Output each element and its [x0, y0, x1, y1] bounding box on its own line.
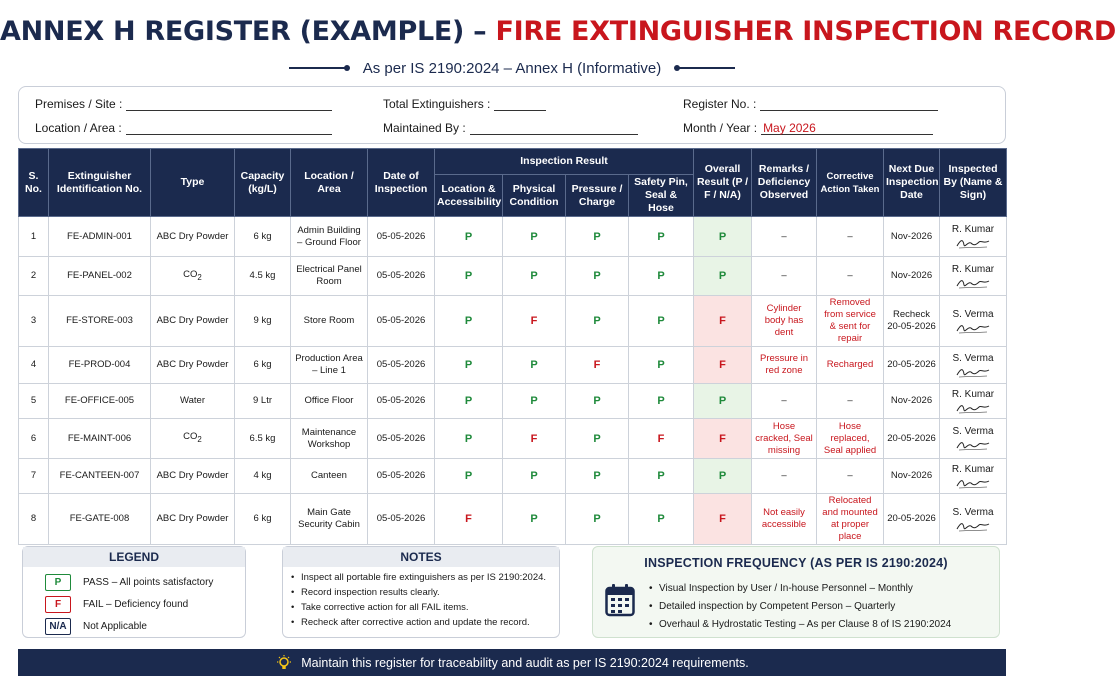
notes-list	[283, 567, 559, 630]
cell-sno: 7	[19, 459, 49, 494]
cell-remarks: –	[752, 217, 817, 257]
inspection-frequency-panel	[592, 546, 1000, 638]
cell-type	[151, 257, 235, 296]
cell-corrective-action: –	[817, 217, 884, 257]
cell-id: FE-GATE-008	[49, 494, 151, 545]
note-item: • Recheck after corrective action and update the record.	[291, 615, 551, 630]
cell-next-due: 20-05-2026	[884, 419, 940, 459]
register-no-field	[683, 97, 938, 111]
legend-text-na: Not Applicable	[83, 620, 147, 632]
cell-corrective-action: –	[817, 384, 884, 419]
header-location: Location / Area	[291, 149, 368, 217]
type-text: CO	[183, 268, 198, 280]
table-row	[19, 257, 1007, 296]
inspector-name: S. Verma	[952, 426, 994, 437]
cell-corrective-action: Hose replaced, Seal applied	[817, 419, 884, 459]
cell-location: Main Gate Security Cabin	[291, 494, 368, 545]
result-r2: F	[503, 419, 566, 459]
cell-id: FE-ADMIN-001	[49, 217, 151, 257]
month-year-value[interactable]: May 2026	[761, 121, 933, 135]
signature-mark	[955, 237, 991, 249]
cell-inspected-by	[940, 217, 1007, 257]
cell-type	[151, 419, 235, 459]
result-r1: P	[435, 459, 503, 494]
result-r2: P	[503, 384, 566, 419]
result-r4: F	[629, 419, 694, 459]
result-r1: P	[435, 419, 503, 459]
cell-next-due: Recheck 20-05-2026	[884, 296, 940, 347]
notes-panel	[282, 546, 560, 638]
cell-inspected-by	[940, 384, 1007, 419]
cell-id: FE-MAINT-006	[49, 419, 151, 459]
header-safety: Safety Pin, Seal & Hose	[629, 175, 694, 217]
frequency-title: INSPECTION FREQUENCY (AS PER IS 2190:2024)	[644, 556, 948, 570]
register-no-input[interactable]	[760, 97, 938, 111]
inspection-register-table	[18, 148, 1007, 545]
cell-remarks: Not easily accessible	[752, 494, 817, 545]
header-id: Extinguisher Identification No.	[49, 149, 151, 217]
cell-type: ABC Dry Powder	[151, 459, 235, 494]
cell-remarks: Pressure in red zone	[752, 347, 817, 384]
result-r4: P	[629, 459, 694, 494]
cell-next-due: Nov-2026	[884, 459, 940, 494]
register-info-box	[18, 86, 1006, 144]
type-text: CO	[183, 431, 198, 443]
frequency-item: • Overhaul & Hydrostatic Testing – As per Clause 8 of IS 2190:2024	[649, 616, 951, 634]
cell-capacity: 9 Ltr	[235, 384, 291, 419]
result-r4: P	[629, 217, 694, 257]
result-r2: P	[503, 494, 566, 545]
result-r2: F	[503, 296, 566, 347]
footer-text: Maintain this register for traceability and audit as per IS 2190:2024 requirements.	[301, 655, 749, 670]
signature-mark	[955, 439, 991, 451]
result-r2: P	[503, 459, 566, 494]
maintained-by-label: Maintained By :	[383, 121, 466, 135]
cell-location: Electrical Panel Room	[291, 257, 368, 296]
cell-overall-result: F	[694, 494, 752, 545]
inspector-name: S. Verma	[952, 506, 994, 518]
cell-capacity: 6 kg	[235, 217, 291, 257]
cell-type: Water	[151, 384, 235, 419]
cell-date: 05-05-2026	[368, 459, 435, 494]
signature-mark	[955, 366, 991, 378]
cell-type: ABC Dry Powder	[151, 494, 235, 545]
register-body	[19, 217, 1007, 545]
month-year-field	[683, 121, 933, 135]
page-title	[0, 14, 1116, 50]
cell-date: 05-05-2026	[368, 384, 435, 419]
header-remarks: Remarks / Deficiency Observed	[752, 149, 817, 217]
title-part-2: FIRE EXTINGUISHER INSPECTION RECORD	[495, 16, 1116, 47]
cell-inspected-by	[940, 494, 1007, 545]
cell-remarks: Cylinder body has dent	[752, 296, 817, 347]
result-r3: P	[566, 384, 629, 419]
maintained-by-field	[383, 121, 638, 135]
cell-next-due: 20-05-2026	[884, 494, 940, 545]
cell-overall-result: P	[694, 459, 752, 494]
result-r1: P	[435, 384, 503, 419]
cell-date: 05-05-2026	[368, 217, 435, 257]
header-type: Type	[151, 149, 235, 217]
cell-date: 05-05-2026	[368, 347, 435, 384]
cell-overall-result: F	[694, 347, 752, 384]
maintained-by-input[interactable]	[470, 121, 638, 135]
result-r3: F	[566, 347, 629, 384]
result-r1: P	[435, 296, 503, 347]
cell-location: Store Room	[291, 296, 368, 347]
result-r2: P	[503, 217, 566, 257]
header-corrective: Corrective Action Taken	[817, 149, 884, 217]
cell-overall-result: F	[694, 419, 752, 459]
result-r1: P	[435, 347, 503, 384]
cell-capacity: 6 kg	[235, 494, 291, 545]
subtitle-bar	[0, 58, 1024, 78]
cell-sno: 2	[19, 257, 49, 296]
cell-date: 05-05-2026	[368, 494, 435, 545]
result-r3: P	[566, 494, 629, 545]
table-row	[19, 419, 1007, 459]
cell-sno: 8	[19, 494, 49, 545]
cell-type: ABC Dry Powder	[151, 347, 235, 384]
premises-field	[35, 97, 332, 111]
cell-inspected-by	[940, 257, 1007, 296]
note-item: • Take corrective action for all FAIL items.	[291, 600, 551, 615]
header-pressure: Pressure / Charge	[566, 175, 629, 217]
result-r4: P	[629, 296, 694, 347]
legend-item-fail	[23, 593, 245, 615]
result-r4: P	[629, 347, 694, 384]
header-capacity: Capacity (kg/L)	[235, 149, 291, 217]
header-inspected-by: Inspected By (Name & Sign)	[940, 149, 1007, 217]
result-r3: P	[566, 459, 629, 494]
legend-item-na	[23, 615, 245, 637]
cell-capacity: 9 kg	[235, 296, 291, 347]
cell-corrective-action: –	[817, 257, 884, 296]
legend-text-pass: PASS – All points satisfactory	[83, 576, 214, 588]
total-extinguishers-input[interactable]	[494, 97, 546, 111]
signature-mark	[955, 322, 991, 334]
legend-panel	[22, 546, 246, 638]
location-field	[35, 121, 332, 135]
legend-text-fail: FAIL – Deficiency found	[83, 598, 189, 610]
cell-sno: 3	[19, 296, 49, 347]
signature-mark	[955, 520, 991, 532]
result-r3: P	[566, 419, 629, 459]
cell-remarks: –	[752, 384, 817, 419]
cell-id: FE-STORE-003	[49, 296, 151, 347]
cell-inspected-by	[940, 459, 1007, 494]
subtitle: As per IS 2190:2024 – Annex H (Informative)	[362, 59, 662, 77]
title-part-1: ANNEX H REGISTER (EXAMPLE) –	[0, 16, 496, 47]
cell-next-due: 20-05-2026	[884, 347, 940, 384]
inspector-name: S. Verma	[952, 308, 994, 320]
calendar-icon	[605, 583, 635, 617]
table-row	[19, 494, 1007, 545]
cell-overall-result: F	[694, 296, 752, 347]
result-r1: P	[435, 257, 503, 296]
cell-corrective-action: Removed from service & sent for repair	[817, 296, 884, 347]
cell-capacity: 4 kg	[235, 459, 291, 494]
note-item: • Inspect all portable fire extinguishers as per IS 2190:2024.	[291, 570, 551, 585]
header-physical: Physical Condition	[503, 175, 566, 217]
cell-date: 05-05-2026	[368, 257, 435, 296]
cell-id: FE-PANEL-002	[49, 257, 151, 296]
cell-date: 05-05-2026	[368, 296, 435, 347]
cell-corrective-action: Relocated and mounted at proper place	[817, 494, 884, 545]
cell-corrective-action: –	[817, 459, 884, 494]
header-date: Date of Inspection	[368, 149, 435, 217]
table-row	[19, 296, 1007, 347]
cell-type: ABC Dry Powder	[151, 217, 235, 257]
cell-location: Office Floor	[291, 384, 368, 419]
frequency-item: • Detailed inspection by Competent Person – Quarterly	[649, 598, 951, 616]
month-year-label: Month / Year :	[683, 121, 758, 135]
inspector-name: S. Verma	[952, 352, 994, 364]
signature-mark	[955, 402, 991, 414]
cell-corrective-action: Recharged	[817, 347, 884, 384]
table-row	[19, 217, 1007, 257]
total-extinguishers-field	[383, 97, 546, 111]
cell-location: Production Area – Line 1	[291, 347, 368, 384]
frequency-list	[649, 580, 951, 634]
register-no-label: Register No. :	[683, 97, 757, 111]
cell-next-due: Nov-2026	[884, 384, 940, 419]
header-overall: Overall Result (P / F / N/A)	[694, 149, 752, 217]
cell-overall-result: P	[694, 384, 752, 419]
header-next-due: Next Due Inspection Date	[884, 149, 940, 217]
result-r4: P	[629, 257, 694, 296]
location-input[interactable]	[126, 121, 332, 135]
legend-item-pass	[23, 571, 245, 593]
table-row	[19, 459, 1007, 494]
table-row	[19, 347, 1007, 384]
cell-capacity: 6 kg	[235, 347, 291, 384]
location-label: Location / Area :	[35, 121, 122, 135]
result-r2: P	[503, 347, 566, 384]
note-item: • Record inspection results clearly.	[291, 585, 551, 600]
cell-next-due: Nov-2026	[884, 257, 940, 296]
cell-id: FE-PROD-004	[49, 347, 151, 384]
cell-capacity: 6.5 kg	[235, 419, 291, 459]
type-subscript: 2	[197, 272, 202, 282]
cell-sno: 5	[19, 384, 49, 419]
cell-sno: 4	[19, 347, 49, 384]
result-r4: P	[629, 384, 694, 419]
premises-label: Premises / Site :	[35, 97, 123, 111]
legend-code-fail: F	[45, 596, 71, 613]
frequency-item: • Visual Inspection by User / In-house Personnel – Monthly	[649, 580, 951, 598]
legend-code-na: N/A	[45, 618, 71, 635]
result-r4: P	[629, 494, 694, 545]
cell-remarks: –	[752, 257, 817, 296]
premises-input[interactable]	[126, 97, 332, 111]
cell-overall-result: P	[694, 257, 752, 296]
cell-inspected-by	[940, 419, 1007, 459]
header-loc-access: Location & Accessibility	[435, 175, 503, 217]
cell-location: Canteen	[291, 459, 368, 494]
header-inspection-result: Inspection Result	[435, 149, 694, 175]
result-r3: P	[566, 296, 629, 347]
footer-banner	[18, 649, 1006, 676]
type-subscript: 2	[197, 434, 202, 444]
cell-location: Admin Building – Ground Floor	[291, 217, 368, 257]
cell-remarks: Hose cracked, Seal missing	[752, 419, 817, 459]
cell-next-due: Nov-2026	[884, 217, 940, 257]
table-row	[19, 384, 1007, 419]
cell-inspected-by	[940, 347, 1007, 384]
inspector-name: R. Kumar	[951, 224, 995, 235]
result-r3: P	[566, 257, 629, 296]
legend-code-pass: P	[45, 574, 71, 591]
cell-date: 05-05-2026	[368, 419, 435, 459]
cell-location: Maintenance Workshop	[291, 419, 368, 459]
cell-overall-result: P	[694, 217, 752, 257]
cell-id: FE-OFFICE-005	[49, 384, 151, 419]
lightbulb-icon	[275, 654, 293, 672]
cell-sno: 1	[19, 217, 49, 257]
cell-sno: 6	[19, 419, 49, 459]
legend-title: LEGEND	[23, 547, 245, 567]
cell-type: ABC Dry Powder	[151, 296, 235, 347]
result-r1: P	[435, 217, 503, 257]
result-r2: P	[503, 257, 566, 296]
subtitle-divider-left	[289, 67, 347, 69]
subtitle-divider-right	[677, 67, 735, 69]
total-extinguishers-label: Total Extinguishers :	[383, 97, 491, 111]
notes-title: NOTES	[283, 547, 559, 567]
inspector-name: R. Kumar	[951, 388, 995, 400]
signature-mark	[955, 277, 991, 289]
cell-remarks: –	[752, 459, 817, 494]
cell-capacity: 4.5 kg	[235, 257, 291, 296]
inspector-name: R. Kumar	[951, 263, 995, 275]
cell-id: FE-CANTEEN-007	[49, 459, 151, 494]
result-r1: F	[435, 494, 503, 545]
inspector-name: R. Kumar	[951, 463, 995, 475]
signature-mark	[955, 477, 991, 489]
header-sno: S. No.	[19, 149, 49, 217]
result-r3: P	[566, 217, 629, 257]
cell-inspected-by	[940, 296, 1007, 347]
